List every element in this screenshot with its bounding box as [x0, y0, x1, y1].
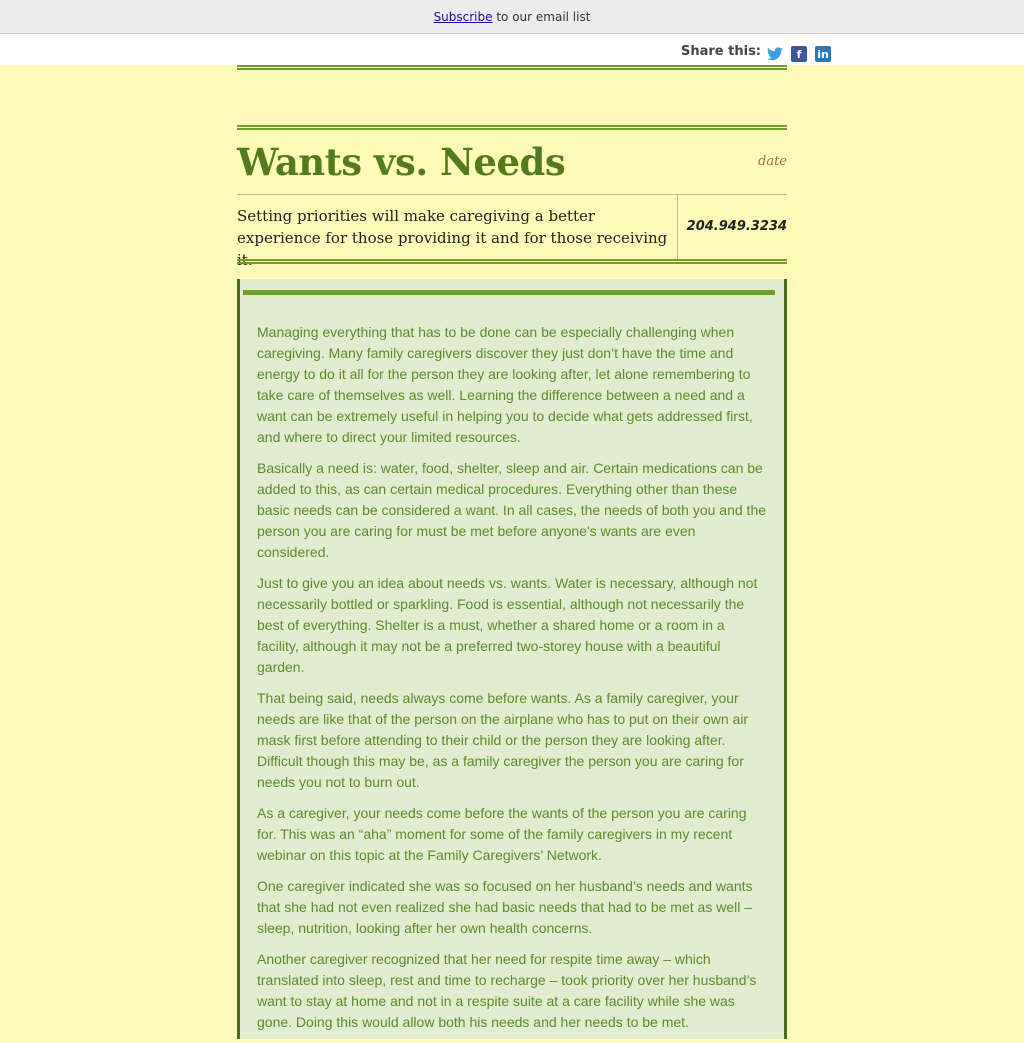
title-top-rule: [237, 125, 787, 130]
vertical-divider: [677, 195, 678, 259]
paragraph: Basically a need is: water, food, shelter, sleep and air. Certain medications can be added to this, as can certain medical procedures. Everything other than these basic needs can be considered a want. In all cases, the needs of both you and the person you are caring for must be met before anyone's wants are even considered.: [257, 460, 767, 560]
phone-number: 204.949.3234: [686, 219, 787, 234]
title-divider: [237, 194, 787, 195]
page-title: Wants vs. Needs: [237, 140, 566, 184]
paragraph: Managing everything that has to be done can be especially challenging when caregiving. Many family caregivers discover they just don’t have the time and energy to do it all for the person they are looking after, let alone remembering to take care of themselves as well. Learning the difference between a need and a want can be extremely useful in helping you to decide what gets addressed first, and where to direct your limited resources.: [257, 324, 753, 445]
article-body: [257, 322, 769, 1043]
paragraph: Just to give you an idea about needs vs. wants. Water is necessary, although not necessarily bottled or sparkling. Food is essential, although not necessarily the best of everything. Shelter is a must, whether a shared home or a room in a facility, although it may not be a preferred two-storey house with a beautiful garden.: [257, 575, 758, 675]
subtitle-bottom-rule: [237, 259, 787, 264]
twitter-icon[interactable]: [767, 46, 783, 62]
subscribe-link[interactable]: Subscribe: [433, 10, 493, 24]
linkedin-icon[interactable]: in: [815, 46, 831, 62]
subtitle: Setting priorities will make caregiving a better experience for those providing it and for those receiving it.: [237, 207, 668, 269]
subscribe-bar: [0, 0, 1024, 34]
paragraph: Another caregiver recognized that her need for respite time away – which translated into sleep, rest and time to recharge – took priority over her husband’s want to stay at home and not in a respite suite at a care facility while she was gone. Doing this would allow both his needs and her needs to be met.: [257, 951, 757, 1030]
article-top-bar: [243, 290, 775, 295]
paragraph: As a caregiver, your needs come before the wants of the person you are caring for. This was an “aha” moment for some of the family caregivers in my recent webinar on this topic at the Family Caregivers’ Network.: [257, 805, 747, 863]
share-bar: [0, 34, 1024, 65]
share-label: Share this:: [681, 44, 762, 59]
paragraph: That being said, needs always come before wants. As a family caregiver, your needs are like that of the person on the airplane who has to put on their own air mask first before attending to their child or the person they are looking after. Difficult though this may be, as a family caregiver the person you are caring for needs you not to burn out.: [257, 690, 749, 790]
subscribe-text: to our email list: [492, 10, 591, 24]
paragraph: One caregiver indicated she was so focused on her husband’s needs and wants that she had not even realized she had basic needs that had to be met as well – sleep, nutrition, looking after her own health concerns.: [257, 878, 753, 936]
header-top-rule: [237, 65, 787, 70]
article-panel: [237, 279, 787, 1039]
date-label: date: [758, 154, 787, 169]
facebook-icon[interactable]: f: [791, 46, 807, 62]
